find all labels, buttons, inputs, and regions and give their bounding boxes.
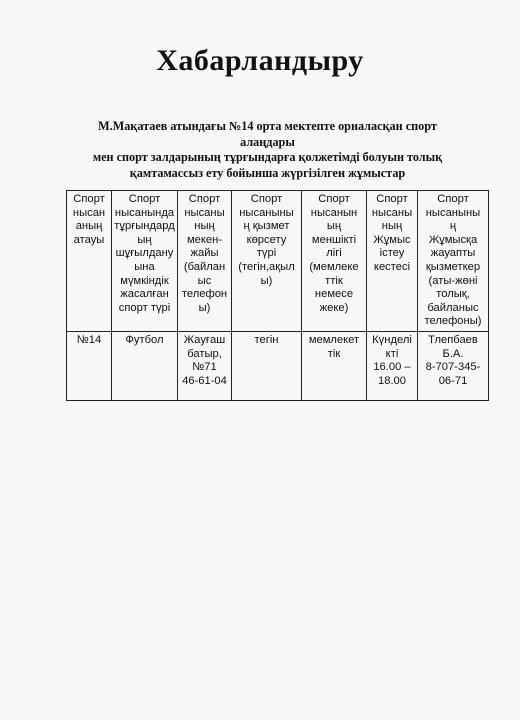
column-header-line: толық, [436,288,470,301]
table-cell [367,331,418,400]
table-cell [67,331,112,400]
column-header-line: ына [134,260,155,273]
column-header-line: нысаны [371,206,413,219]
column-header [367,191,418,332]
column-header-line: ң қызмет [243,220,290,233]
table-cell-line: Футбол [125,333,164,346]
column-header-line: мекен- [186,233,223,246]
column-header-line: телефон [181,288,228,301]
column-header-line: жеке) [319,301,349,314]
column-header [112,191,178,332]
column-header-line: Спорт [128,193,161,205]
column-header-line: байланыс [427,301,479,314]
table-cell-line: Күнделі [372,333,412,346]
column-header-line: ың [137,233,152,246]
table-cell-line: тік [327,347,341,360]
column-header-line: (байлан [183,260,226,273]
column-header-line: меншікті [311,233,357,246]
column-header-line: кестесі [373,260,411,273]
table-cell [178,331,232,400]
subtitle-line: М.Мақатаев атындағы №14 орта мектепте орналасқан спорт алаңдары [98,119,437,149]
table-cell-line: кті [385,347,399,360]
column-header-line: ң [449,220,457,233]
column-header-line: көрсету [246,233,287,246]
table-cell [232,331,302,400]
column-header-line: атауы [73,233,105,246]
table-cell-line: 46-61-04 [182,374,227,387]
column-header-line: телефоны) [424,315,482,328]
column-header-line: ы) [260,274,273,287]
table-cell-line: мемлекет [308,333,360,346]
column-header [302,191,367,332]
table-cell-line: Б.А. [442,347,464,360]
table-cell-line: №71 [192,361,217,374]
column-header-line: лігі [326,247,342,260]
column-header-line: Спорт [437,193,469,205]
table-cell-line: Тлепбаев [428,333,478,346]
column-header-line: істеу [379,247,405,260]
column-header-line: Жұмысқа [428,233,478,246]
table-header-row [67,191,489,332]
column-header-line: шұғылдану [115,247,174,260]
column-header-line: спорт түрі [118,301,171,314]
column-header-line: ыс [197,274,212,287]
column-header [67,191,112,332]
column-header-line: тұрғындард [114,220,175,233]
column-header-line: ның [194,220,215,233]
table-cell-line: 8-707-345- [425,361,481,374]
column-header-line: ттік [325,274,343,287]
column-header-line: (аты-жөні [428,274,478,287]
column-header-line: жауапты [430,247,476,260]
column-header [418,191,489,332]
table-cell [302,331,367,400]
column-header [178,191,232,332]
sports-facility-table [66,190,489,401]
table-row [67,331,489,400]
column-header-line: нысанын [310,206,358,219]
column-header-line: нысанында [114,206,175,219]
column-header-line: жасалған [120,288,169,301]
page-title: Хабарландыру [156,44,364,77]
table-body [67,331,489,400]
column-header-line: Спорт [188,193,221,205]
table-cell-line: батыр, [187,347,222,360]
column-header-line: нысаны [184,206,225,219]
column-header-line: ның [381,220,403,233]
column-header-line: немесе [314,288,354,301]
subtitle-line: қамтамассыз ету бойынша жүргізілген жұмыстар [129,165,406,180]
column-header-line: мүмкіндік [120,274,169,287]
column-header-line: жайы [190,247,219,260]
table-cell-line: №14 [76,333,102,346]
column-header-line: (мемлеке [309,260,359,273]
column-header-line: Спорт [73,193,105,205]
column-header-line: нысаныны [239,206,294,219]
table-cell-line: тегін [254,333,279,346]
column-header-line: аның [75,220,103,233]
column-header-line: Спорт [376,193,408,205]
column-header-line: Жұмыс [373,233,411,246]
column-header [232,191,302,332]
table-cell-line: 16.00 – [373,361,411,374]
table-cell-line: Жауғаш [183,333,226,346]
column-header-line: нысан [72,206,106,219]
column-header-line: нысаныны [425,206,481,219]
column-header-line: түрі [256,247,277,260]
column-header-line: Спорт [318,193,350,205]
subtitle-line: мен спорт залдарының тұрғындарға қолжетімді болуын толық [92,150,443,164]
table-cell [112,331,178,400]
column-header-line: ы) [198,301,211,314]
table-cell-line: 06-71 [438,374,468,387]
document-subtitle [70,119,465,181]
column-header-line: Спорт [250,193,283,205]
table-cell [418,331,489,400]
column-header-line: (тегін,ақыл [238,260,295,273]
column-header-line: қызметкер [425,260,481,273]
table-cell-line: 18.00 [378,374,406,387]
column-header-line: ың [326,220,342,233]
